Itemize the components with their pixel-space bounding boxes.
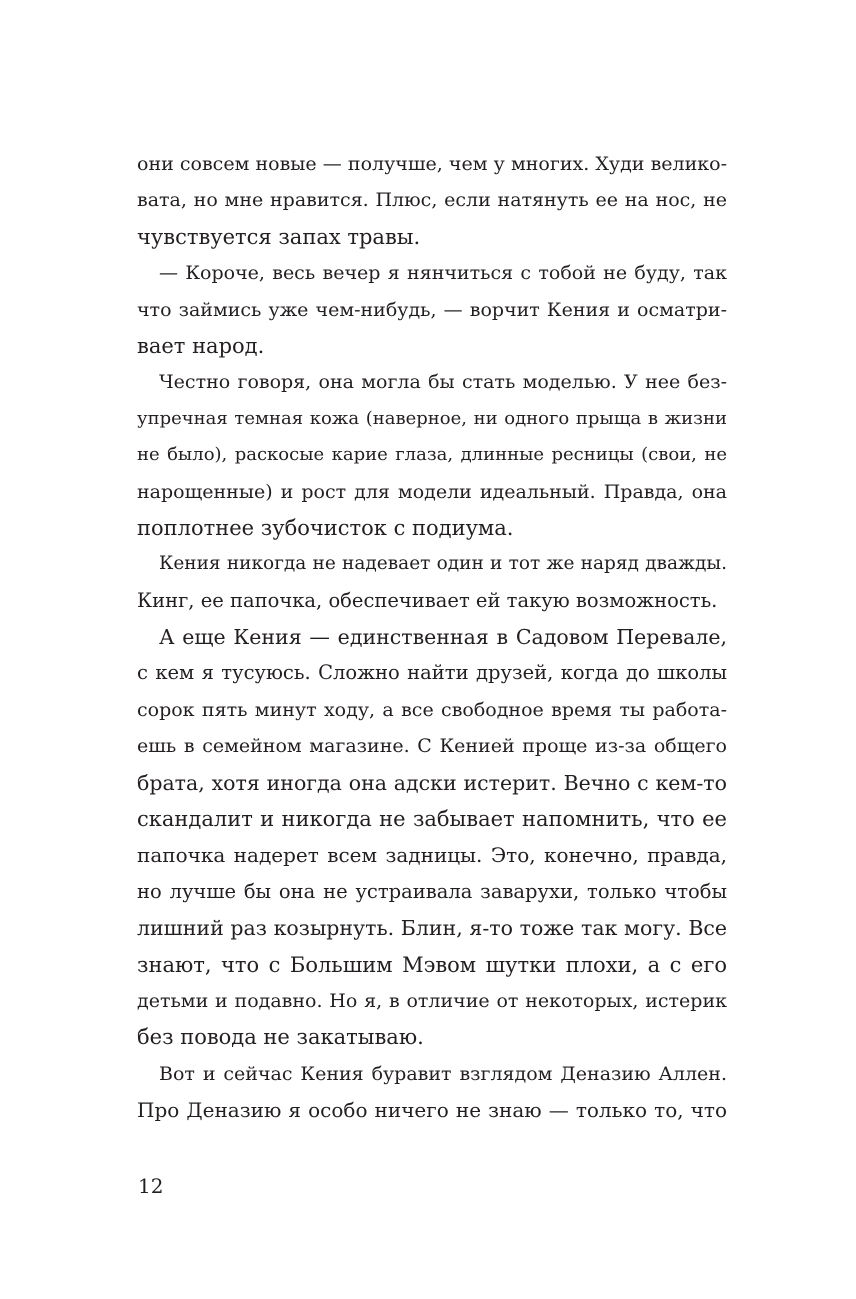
text-line: Вот и сейчас Кения буравит взглядом Деназию Аллен. — [159, 1062, 727, 1085]
text-line: брата, хотя иногда она адски истерит. Вечно с кем-то — [137, 770, 727, 795]
text-line: Кинг, ее папочка, обеспечивает ей такую возможность. — [137, 588, 718, 612]
text-line: папочка надерет всем задницы. Это, конечно, правда, — [137, 843, 727, 868]
text-line: нарощенные) и рост для модели идеальный. Правда, она — [137, 480, 727, 503]
text-line: знают, что с Большим Мэвом шутки плохи, а с его — [137, 952, 727, 977]
body-text — [137, 146, 727, 1129]
text-line: вает народ. — [137, 333, 265, 358]
paragraph — [137, 364, 727, 546]
text-line: без повода не закатываю. — [137, 1025, 424, 1050]
text-line: не было), раскосые карие глаза, длинные ресницы (свои, не — [137, 444, 727, 466]
text-line: скандалит и никогда не забывает напомнить, что ее — [137, 807, 727, 832]
text-line: сорок пять минут ходу, а все свободное время ты работа- — [137, 698, 727, 721]
paragraph — [137, 619, 727, 1056]
text-line: с кем я тусуюсь. Сложно найти друзей, когда до школы — [137, 661, 727, 685]
text-line: они совсем новые — получше, чем у многих. Худи велико- — [137, 153, 727, 175]
text-line: вата, но мне нравится. Плюс, если натянуть ее на нос, не — [137, 189, 727, 212]
text-line: А еще Кения — единственная в Садовом Перевале, — [159, 625, 727, 650]
text-line: что займись уже чем-нибудь, — ворчит Кения и осматри- — [137, 298, 727, 321]
page-number: 12 — [138, 1174, 164, 1198]
text-line: ешь в семейном магазине. С Кенией проще из-за общего — [137, 735, 727, 758]
text-line: лишний раз козырнуть. Блин, я-то тоже так могу. Все — [137, 916, 727, 941]
paragraph — [137, 146, 727, 255]
text-line: детьми и подавно. Но я, в отличие от некоторых, истерик — [137, 989, 727, 1012]
text-line: чувствуется запах травы. — [137, 224, 421, 249]
text-line: упречная темная кожа (наверное, ни одного прыща в жизни — [137, 407, 727, 429]
text-line: но лучше бы она не устраивала заварухи, только чтобы — [137, 879, 727, 903]
text-line: — Короче, весь вечер я нянчиться с тобой не буду, так — [159, 262, 727, 285]
text-line: поплотнее зубочисток с подиума. — [137, 515, 514, 540]
text-line: Честно говоря, она могла бы стать моделью. У нее без- — [159, 371, 727, 394]
paragraph — [137, 255, 727, 364]
text-line: Про Деназию я особо ничего не знаю — только то, что — [137, 1098, 727, 1123]
paragraph — [137, 546, 727, 619]
paragraph — [137, 1056, 727, 1129]
text-line: Кения никогда не надевает один и тот же наряд дважды. — [159, 553, 727, 575]
